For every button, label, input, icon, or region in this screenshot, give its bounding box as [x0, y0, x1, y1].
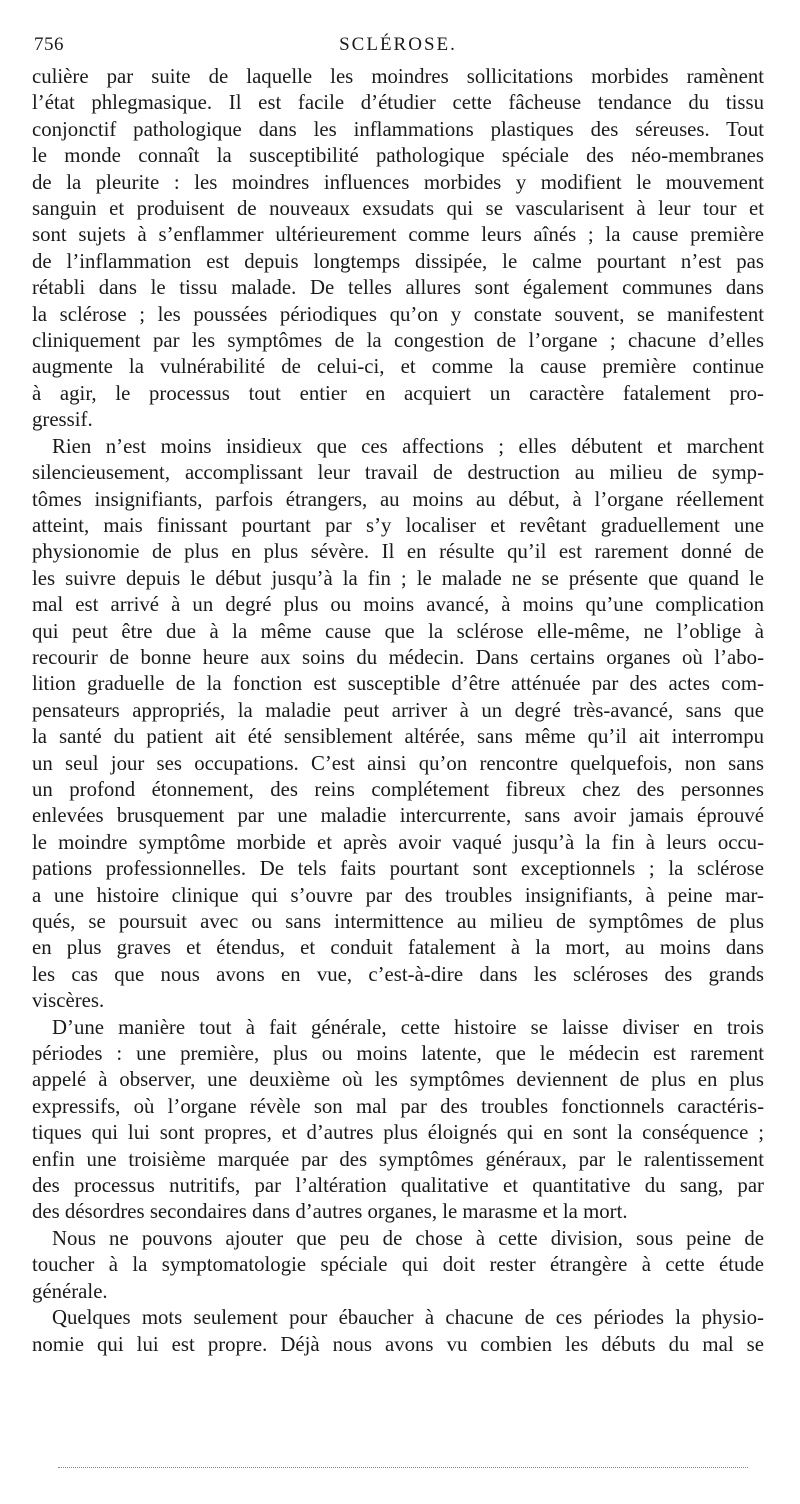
text-line: les suivre depuis le début jusqu’à la fin ; le malade ne se présente que quand le: [32, 566, 764, 590]
text-line: silencieusement, accomplissant leur travail de destruction au milieu de symp-: [32, 461, 764, 485]
text-line: atteint, mais finissant pourtant par s’y localiser et revêtant graduellement une: [32, 513, 764, 537]
text-line: qués, se poursuit avec ou sans intermittence au milieu de symptômes de plus: [32, 910, 764, 933]
running-head: SCLÉROSE.: [339, 34, 457, 55]
text-line: enlevées brusquement par une maladie intercurrente, sans avoir jamais éprouvé: [32, 804, 764, 828]
text-line: Nous ne pouvons ajouter que peu de chose à cette division, sous peine de: [52, 1226, 764, 1250]
text-line: a une histoire clinique qui s’ouvre par des troubles insignifiants, à peine mar-: [32, 883, 764, 907]
text-line: les cas que nous avons en vue, c’est-à-dire dans les scléroses des grands: [32, 962, 764, 986]
text-line: expressifs, où l’organe révèle son mal par des troubles fonctionnels caractéris-: [32, 1094, 764, 1118]
text-line: en plus graves et étendus, et conduit fatalement à la mort, au moins dans: [32, 936, 764, 960]
text-line: pations professionnelles. De tels faits pourtant sont exceptionnels ; la sclérose: [32, 857, 764, 881]
text-line: cliniquement par les symptômes de la congestion de l’organe ; chacune d’elles: [32, 329, 764, 353]
paragraph: [32, 1305, 764, 1358]
text-line: Quelques mots seulement pour ébaucher à chacune de ces périodes la physio-: [52, 1306, 764, 1330]
text-line: à agir, le processus tout entier en acquiert un caractère fatalement pro-: [32, 381, 764, 405]
text-line: un seul jour ses occupations. C’est ainsi qu’on rencontre quelquefois, non sans: [32, 751, 764, 775]
text-line: physionomie de plus en plus sévère. Il en résulte qu’il est rarement donné de: [32, 540, 764, 564]
text-line: gressif.: [32, 408, 93, 432]
text-line: la sclérose ; les poussées périodiques qu’on y constate souvent, se manifestent: [32, 302, 764, 326]
page-number: 756: [34, 34, 64, 55]
text-line: Rien n’est moins insidieux que ces affections ; elles débutent et marchent: [52, 434, 764, 458]
text-line: toucher à la symptomatologie spéciale qui doit rester étrangère à cette étude: [32, 1253, 764, 1277]
paragraph: [32, 1015, 764, 1226]
text-line: nomie qui lui est propre. Déjà nous avons vu combien les débuts du mal se: [32, 1332, 764, 1356]
text-line: conjonctif pathologique dans les inflammations plastiques des séreuses. Tout: [32, 117, 764, 141]
text-line: tiques qui lui sont propres, et d’autres plus éloignés qui en sont la conséquence ;: [32, 1121, 764, 1145]
text-line: enfin une troisième marquée par des symptômes généraux, par le ralentissement: [32, 1147, 764, 1171]
paragraph: [32, 64, 764, 434]
text-line: appelé à observer, une deuxième où les symptômes deviennent de plus en plus: [32, 1068, 764, 1092]
text-line: viscères.: [32, 989, 105, 1013]
text-line: périodes : une première, plus ou moins latente, que le médecin est rarement: [32, 1042, 764, 1066]
text-line: des processus nutritifs, par l’altération qualitative et quantitative du sang, par: [32, 1174, 764, 1198]
text-line: tômes insignifiants, parfois étrangers, au moins au début, à l’organe réellement: [32, 487, 764, 511]
text-line: le monde connaît la susceptibilité pathologique spéciale des néo-membranes: [32, 144, 764, 168]
text-line: le moindre symptôme morbide et après avoir vaqué jusqu’à la fin à leurs occu-: [32, 830, 764, 854]
text-line: l’état phlegmasique. Il est facile d’étudier cette fâcheuse tendance du tissu: [32, 91, 764, 115]
footer-rule: [58, 1467, 748, 1468]
text-line: générale.: [32, 1279, 108, 1303]
text-line: de la pleurite : les moindres influences morbides y modifient le mouvement: [32, 170, 764, 194]
text-line: sont sujets à s’enflammer ultérieurement comme leurs aînés ; la cause première: [32, 223, 764, 247]
text-line: augmente la vulnérabilité de celui-ci, et comme la cause première continue: [32, 355, 764, 379]
text-line: recourir de bonne heure aux soins du médecin. Dans certains organes où l’abo-: [32, 645, 764, 669]
text-line: des désordres secondaires dans d’autres organes, le marasme et la mort.: [32, 1200, 628, 1224]
text-line: pensateurs appropriés, la maladie peut arriver à un degré très-avancé, sans que: [32, 698, 764, 722]
text-line: qui peut être due à la même cause que la sclérose elle-même, ne l’oblige à: [32, 619, 764, 643]
paragraph: [32, 434, 764, 1015]
text-line: rétabli dans le tissu malade. De telles allures sont également communes dans: [32, 276, 764, 300]
text-line: lition graduelle de la fonction est susceptible d’être atténuée par des actes com-: [32, 672, 764, 696]
paragraph: [32, 1226, 764, 1305]
text-line: de l’inflammation est depuis longtemps dissipée, le calme pourtant n’est pas: [32, 249, 764, 273]
text-line: un profond étonnement, des reins complétement fibreux chez des personnes: [32, 777, 764, 801]
text-line: sanguin et produisent de nouveaux exsudats qui se vascularisent à leur tour et: [32, 197, 764, 221]
text-line: la santé du patient ait été sensiblement altérée, sans même qu’il ait interrompu: [32, 725, 764, 749]
text-line: D’une manière tout à fait générale, cette histoire se laisse diviser en trois: [52, 1015, 764, 1039]
text-line: mal est arrivé à un degré plus ou moins avancé, à moins qu’une complication: [32, 593, 764, 617]
page-header: [32, 30, 764, 60]
text-line: culière par suite de laquelle les moindres sollicitations morbides ramènent: [32, 65, 764, 88]
body-text: [32, 64, 764, 1358]
